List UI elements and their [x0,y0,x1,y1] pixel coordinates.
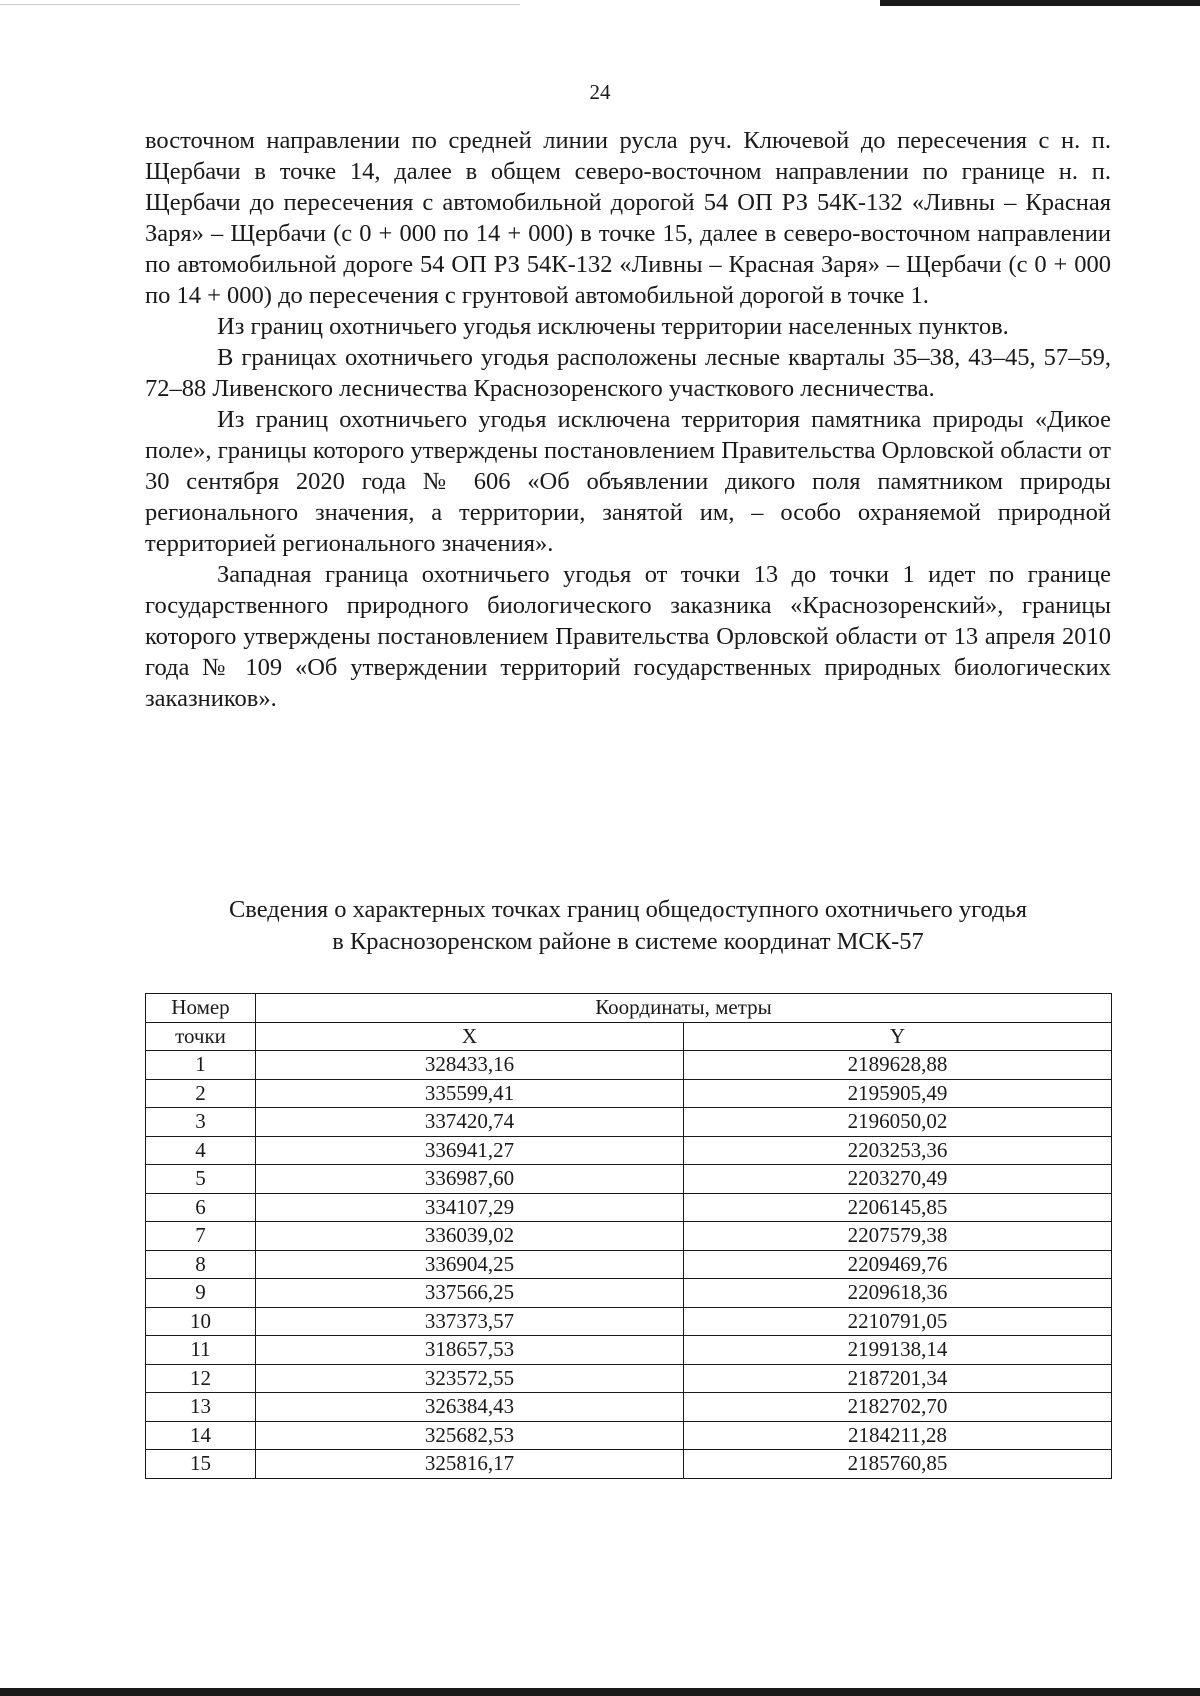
x-coordinate-cell: 337373,57 [256,1307,684,1336]
table-row [146,1307,1112,1336]
table-row [146,1193,1112,1222]
paragraph: Западная граница охотничьего угодья от точки 13 до точки 1 идет по границе государственного природного биологического заказника «Краснозоренский», границы которого утверждены постановлением Правительства Орловской области от 13 апреля 2010 года № 109 «Об утверждении территорий государственных природных биологических заказников». [145,561,1111,712]
point-number-cell: 14 [146,1421,256,1450]
table-row [146,1250,1112,1279]
paragraph: Из границ охотничьего угодья исключены территории населенных пунктов. [217,313,1009,340]
y-coordinate-cell: 2210791,05 [684,1307,1112,1336]
scan-edge-bar [880,0,1200,6]
table-row [146,1165,1112,1194]
y-coordinate-cell: 2203253,36 [684,1136,1112,1165]
x-coordinate-cell: 336039,02 [256,1222,684,1251]
table-row [146,1108,1112,1137]
table-row [146,1364,1112,1393]
y-coordinate-cell: 2196050,02 [684,1108,1112,1137]
table-row [146,1393,1112,1422]
point-number-cell: 1 [146,1051,256,1080]
x-coordinate-cell: 326384,43 [256,1393,684,1422]
y-coordinate-cell: 2189628,88 [684,1051,1112,1080]
header-point-number: Номер [146,994,256,1023]
x-coordinate-cell: 336941,27 [256,1136,684,1165]
point-number-cell: 12 [146,1364,256,1393]
header-point-number-cont: точки [146,1022,256,1051]
point-number-cell: 6 [146,1193,256,1222]
x-coordinate-cell: 323572,55 [256,1364,684,1393]
page-number: 24 [589,80,611,104]
table-caption-line: в Краснозоренском районе в системе координат МСК-57 [332,928,924,955]
y-coordinate-cell: 2195905,49 [684,1079,1112,1108]
header-coordinates: Координаты, метры [256,994,1112,1023]
table-row [146,1051,1112,1080]
x-coordinate-cell: 318657,53 [256,1336,684,1365]
y-coordinate-cell: 2209469,76 [684,1250,1112,1279]
x-coordinate-cell: 336987,60 [256,1165,684,1194]
point-number-cell: 2 [146,1079,256,1108]
y-coordinate-cell: 2185760,85 [684,1450,1112,1479]
y-coordinate-cell: 2182702,70 [684,1393,1112,1422]
point-number-cell: 7 [146,1222,256,1251]
x-coordinate-cell: 328433,16 [256,1051,684,1080]
table-row [146,1079,1112,1108]
point-number-cell: 15 [146,1450,256,1479]
point-number-cell: 13 [146,1393,256,1422]
y-coordinate-cell: 2209618,36 [684,1279,1112,1308]
point-number-cell: 5 [146,1165,256,1194]
scan-edge-bottom [0,1688,1200,1696]
scan-edge-top [0,0,1200,6]
point-number-cell: 11 [146,1336,256,1365]
body-text [145,125,1111,714]
point-number-cell: 9 [146,1279,256,1308]
scan-edge-line [0,4,520,5]
x-coordinate-cell: 334107,29 [256,1193,684,1222]
table-row [146,1136,1112,1165]
table-row [146,1421,1112,1450]
y-coordinate-cell: 2199138,14 [684,1336,1112,1365]
table-body [146,1051,1112,1479]
table-row [146,1222,1112,1251]
x-coordinate-cell: 335599,41 [256,1079,684,1108]
table-header-row [146,1022,1112,1051]
x-coordinate-cell: 337566,25 [256,1279,684,1308]
x-coordinate-cell: 336904,25 [256,1250,684,1279]
y-coordinate-cell: 2187201,34 [684,1364,1112,1393]
paragraph: В границах охотничьего угодья расположены лесные кварталы 35–38, 43–45, 57–59, 72–88 Ливенского лесничества Краснозоренского участкового лесничества. [145,344,1111,402]
point-number-cell: 8 [146,1250,256,1279]
point-number-cell: 10 [146,1307,256,1336]
x-coordinate-cell: 325682,53 [256,1421,684,1450]
y-coordinate-cell: 2184211,28 [684,1421,1112,1450]
table-row [146,1279,1112,1308]
coordinates-table [145,993,1112,1479]
table-header-row [146,994,1112,1023]
table-row [146,1450,1112,1479]
table-caption-line: Сведения о характерных точках границ общедоступного охотничьего угодья [228,896,1028,923]
x-coordinate-cell: 337420,74 [256,1108,684,1137]
point-number-cell: 4 [146,1136,256,1165]
y-coordinate-cell: 2206145,85 [684,1193,1112,1222]
table-row [146,1336,1112,1365]
paragraph: восточном направлении по средней линии русла руч. Ключевой до пересечения с н. п. Щербачи в точке 14, далее в общем северо-восточном направлении по границе н. п. Щербачи до пересечения с автомобильной дорогой 54 ОП РЗ 54К-132 «Ливны – Красная Заря» – Щербачи (с 0 + 000 по 14 + 000) в точке 15, далее в северо-восточном направлении по автомобильной дороге 54 ОП РЗ 54К-132 «Ливны – Красная Заря» – Щербачи (с 0 + 000 по 14 + 000) до пересечения с грунтовой автомобильной дорогой в точке 1. [145,127,1111,309]
table-caption [145,894,1111,958]
paragraph: Из границ охотничьего угодья исключена территория памятника природы «Дикое поле», границы которого утверждены постановлением Правительства Орловской области от 30 сентября 2020 года № 606 «Об объявлении дикого поля памятником природы регионального значения, а территории, занятой им, – особо охраняемой природной территорией регионального значения». [145,406,1111,557]
point-number-cell: 3 [146,1108,256,1137]
header-x: X [256,1022,684,1051]
header-y: Y [684,1022,1112,1051]
y-coordinate-cell: 2203270,49 [684,1165,1112,1194]
y-coordinate-cell: 2207579,38 [684,1222,1112,1251]
x-coordinate-cell: 325816,17 [256,1450,684,1479]
